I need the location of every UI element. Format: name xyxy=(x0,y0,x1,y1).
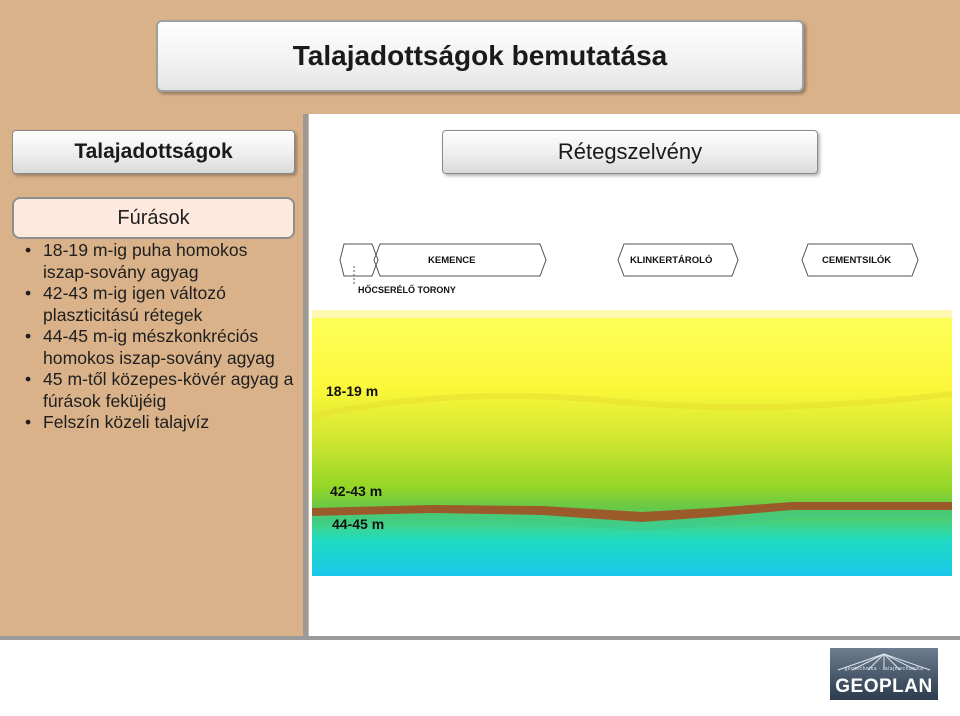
borings-heading-box xyxy=(12,197,295,239)
borings-heading: Fúrások xyxy=(117,206,190,229)
logo-tagline: geotechnika · talajmechanika xyxy=(844,666,924,672)
list-item: • 18-19 m-ig puha homokos iszap-sovány agyag xyxy=(24,240,299,283)
logo-name: GEOPLAN xyxy=(835,676,933,697)
tab-layer-section[interactable] xyxy=(442,130,818,174)
building-label: KEMENCE xyxy=(428,255,476,266)
list-item: • 44-45 m-ig mészkonkréciós homokos iszap-sovány agyag xyxy=(24,326,299,369)
page-title: Talajadottságok bemutatása xyxy=(292,40,668,71)
tab-layer-section-label: Rétegszelvény xyxy=(557,139,703,164)
tab-soil-conditions-label: Talajadottságok xyxy=(74,140,233,163)
depth-label: 44-45 m xyxy=(332,516,385,532)
building-label: CEMENTSILÓK xyxy=(822,255,892,266)
tab-soil-conditions[interactable] xyxy=(12,130,295,174)
depth-label: 42-43 m xyxy=(330,483,383,499)
vertical-divider xyxy=(303,114,308,640)
exchanger-tower-outline xyxy=(340,244,378,276)
building-label: KLINKERTÁROLÓ xyxy=(630,255,713,266)
list-item: • Felszín közeli talajvíz xyxy=(24,412,299,434)
geoplan-logo xyxy=(830,648,938,700)
bottom-divider xyxy=(0,636,960,640)
depth-label: 18-19 m xyxy=(326,383,379,399)
building-label: HŐCSERÉLŐ TORONY xyxy=(358,285,456,295)
list-item: • 42-43 m-ig igen változó plaszticitású rétegek xyxy=(24,283,299,326)
soil-layers xyxy=(312,316,952,576)
title-box xyxy=(156,20,804,92)
topsoil-strip xyxy=(312,310,952,318)
borings-list xyxy=(24,240,299,434)
list-item: • 45 m-től közepes-kövér agyag a fúrások feküjéig xyxy=(24,369,299,412)
soil-section-diagram xyxy=(312,236,952,581)
